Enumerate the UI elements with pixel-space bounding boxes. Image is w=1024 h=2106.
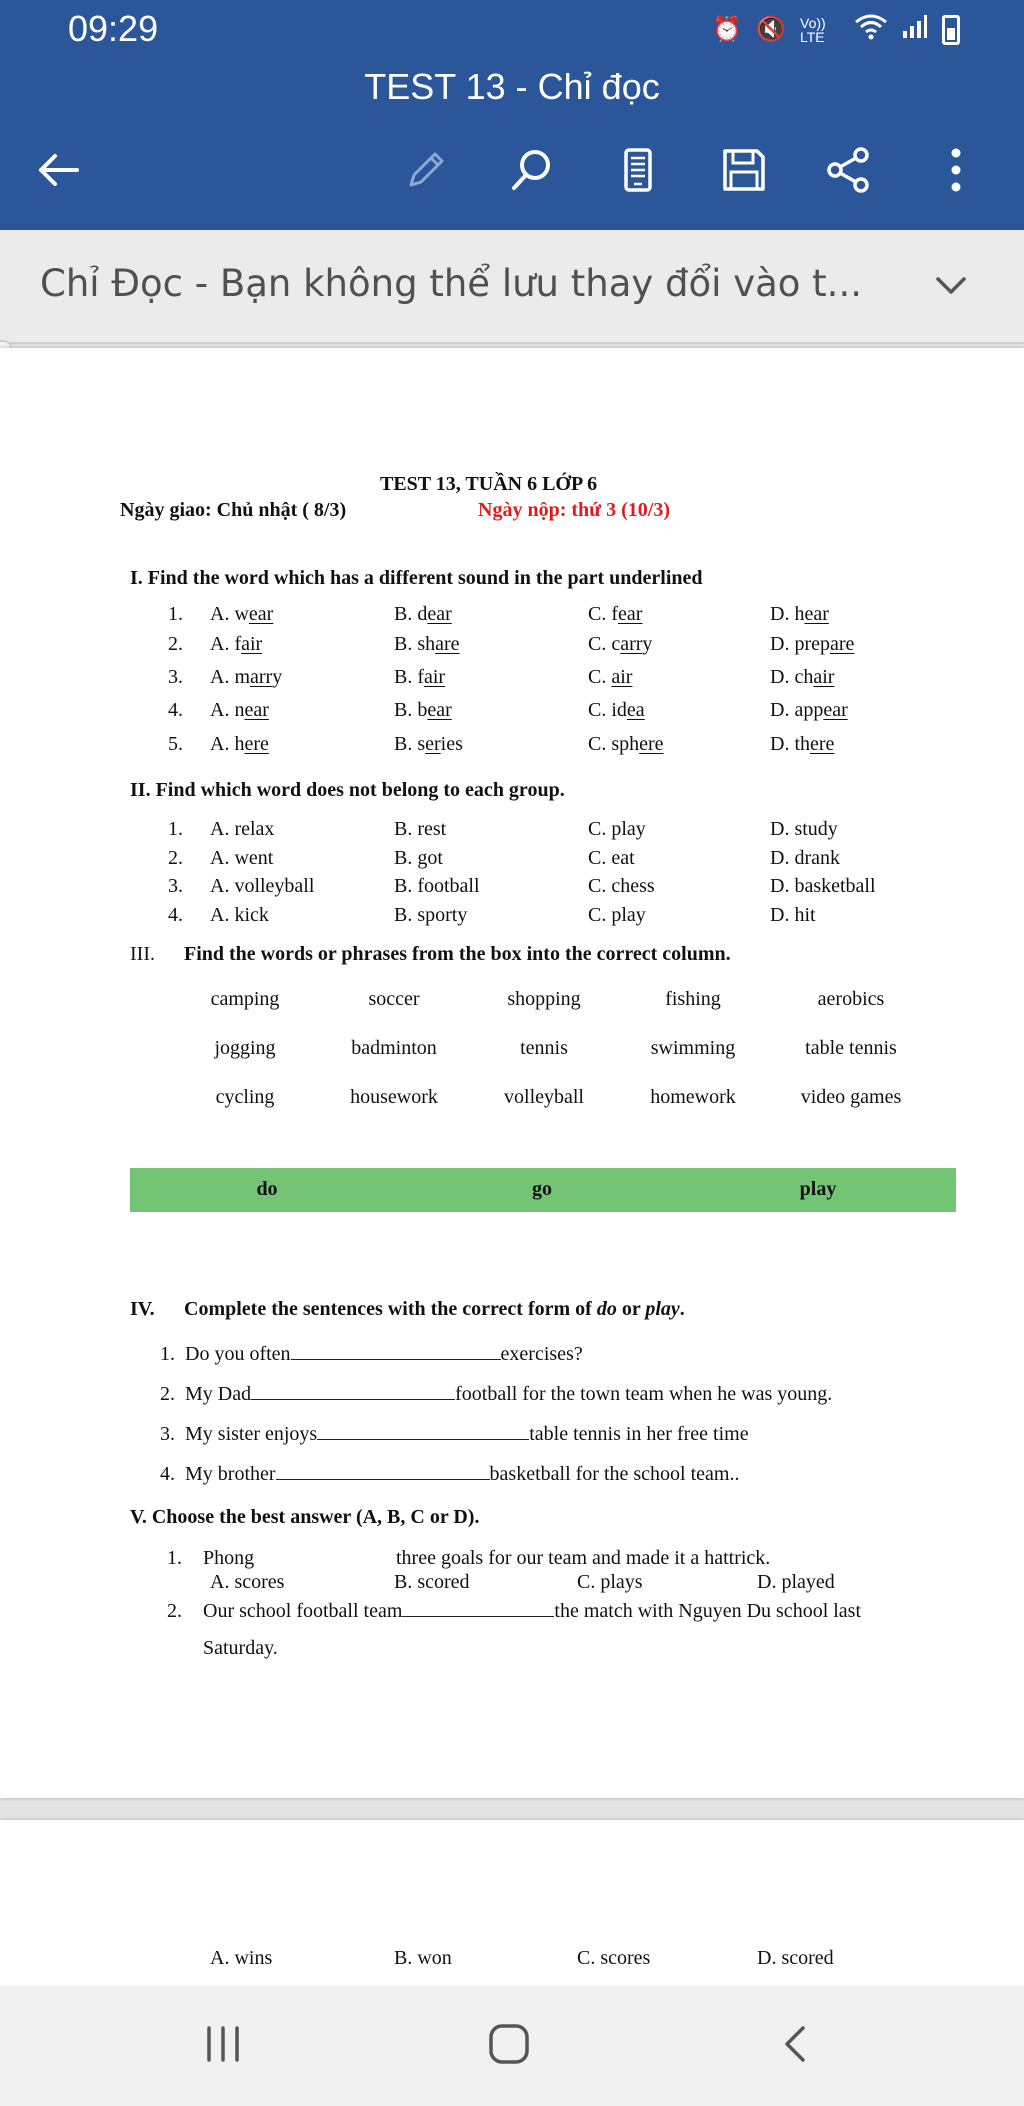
s2-option-a[interactable]: A. kick (210, 904, 269, 926)
s1-option-a[interactable] (210, 667, 282, 687)
s1-item-number: 2. (168, 633, 183, 655)
fill-item (160, 1344, 583, 1364)
option-under: ear (427, 603, 452, 625)
heading-end: . (679, 1298, 685, 1320)
s2-option-a[interactable]: A. went (210, 847, 274, 869)
recent-apps-icon (201, 2022, 245, 2066)
q1-option-d[interactable]: D. played (757, 1571, 835, 1593)
word-item: volleyball (504, 1086, 584, 1108)
s1-item-number: 5. (168, 733, 183, 755)
option-under: air (241, 633, 263, 655)
word-item: video games (800, 1086, 902, 1108)
recent-apps-button[interactable] (188, 2014, 258, 2074)
s1-option-a[interactable] (210, 604, 273, 624)
option-pre: A. n (210, 699, 245, 721)
fill-item (160, 1384, 832, 1404)
section-5-heading: V. Choose the best answer (A, B, C or D). (130, 1506, 480, 1528)
s1-option-c[interactable] (588, 667, 632, 687)
section-4-heading (184, 1299, 685, 1319)
q1-number: 1. (167, 1547, 182, 1569)
option-under: ere (810, 733, 835, 755)
word-item: table tennis (805, 1037, 897, 1059)
item-number: 4. (160, 1463, 175, 1485)
search-button[interactable] (502, 140, 562, 200)
word-row (180, 1037, 940, 1067)
option-post: ies (440, 733, 463, 755)
section-1-heading: I. Find the word which has a different sound in the part underlined (130, 567, 703, 589)
heading-text: Complete the sentences with the correct form of (184, 1298, 597, 1320)
option-pre: B. d (394, 603, 428, 625)
signal-icon (902, 13, 928, 46)
s2-item-number: 3. (168, 875, 183, 897)
test-title: TEST 13, TUẦN 6 LỚP 6 (380, 473, 598, 495)
answer-blank[interactable] (402, 1601, 554, 1617)
option-pre: A. w (210, 603, 249, 625)
q2-continuation: Saturday. (203, 1637, 278, 1659)
option-under: arr (620, 633, 643, 655)
network-label: Vo)) LTE (800, 14, 826, 45)
option-post: y (272, 666, 283, 688)
word-item: aerobics (817, 988, 885, 1010)
s1-option-c[interactable] (588, 734, 664, 754)
option-under: air (813, 666, 835, 688)
word-row (180, 1086, 940, 1116)
s2-option-b[interactable]: B. sporty (394, 904, 468, 926)
system-nav-bar (0, 1986, 1024, 2106)
option-pre: B. f (394, 666, 424, 688)
chevron-down-icon[interactable] (926, 260, 976, 310)
s1-option-a[interactable] (210, 734, 269, 754)
item-post: exercises? (500, 1343, 583, 1365)
mute-icon: 🔇 (756, 16, 786, 43)
fill-item (160, 1464, 739, 1484)
s2-item-number: 2. (168, 847, 183, 869)
heading-play: play (645, 1298, 680, 1320)
option-under: ear (823, 699, 848, 721)
q2-option-c[interactable]: C. scores (577, 1947, 651, 1969)
q2-option-b[interactable]: B. won (394, 1947, 452, 1969)
s1-item-number: 4. (168, 699, 183, 721)
item-post: basketball for the school team.. (489, 1463, 740, 1485)
option-pre: D. ch (770, 666, 814, 688)
item-number: 2. (160, 1383, 175, 1405)
heading-or: or (616, 1298, 646, 1320)
option-pre: D. th (770, 733, 810, 755)
system-back-button[interactable] (762, 2014, 832, 2074)
s1-option-c[interactable] (588, 634, 652, 654)
s2-option-c[interactable]: C. play (588, 818, 646, 840)
option-under: are (435, 633, 460, 655)
column-go: go (532, 1178, 552, 1200)
option-under: ear (244, 699, 269, 721)
due-date: Ngày nộp: thứ 3 (10/3) (478, 499, 671, 521)
option-pre: B. b (394, 699, 428, 721)
read-only-banner[interactable] (0, 230, 1024, 344)
heading-do: do (596, 1298, 617, 1320)
s1-option-d[interactable] (770, 700, 848, 720)
item-number: 3. (160, 1423, 175, 1445)
assign-date: Ngày giao: Chủ nhật ( 8/3) (120, 499, 347, 521)
q2-pre: Our school football team (203, 1600, 403, 1622)
q1-option-a[interactable]: A. scores (210, 1571, 285, 1593)
q2-option-d[interactable]: D. scored (757, 1947, 834, 1969)
wifi-icon (854, 12, 888, 47)
read-only-message: Chỉ Đọc - Bạn không thể lưu thay đổi vào t... (40, 262, 862, 305)
home-button[interactable] (474, 2014, 544, 2074)
s2-option-a[interactable]: A. relax (210, 818, 275, 840)
option-under: arr (250, 666, 273, 688)
option-post: y (642, 633, 653, 655)
option-under: ear (427, 699, 452, 721)
more-vertical-icon (931, 145, 981, 195)
q1-option-c[interactable]: C. plays (577, 1571, 643, 1593)
s1-item-number: 1. (168, 603, 183, 625)
word-item: camping (210, 988, 280, 1010)
word-row (180, 988, 940, 1018)
document-page-1 (0, 348, 1024, 1798)
q1-post: three goals for our team and made it a hattrick. (396, 1547, 771, 1569)
option-pre: A. h (210, 733, 245, 755)
option-pre: D. prep (770, 633, 830, 655)
s2-option-d[interactable]: D. study (770, 818, 838, 840)
word-item: cycling (215, 1086, 275, 1108)
option-pre: C. f (588, 603, 618, 625)
s2-option-b[interactable]: B. rest (394, 818, 447, 840)
item-number: 1. (160, 1343, 175, 1365)
answer-blank[interactable] (291, 1344, 501, 1360)
chevron-left-icon (775, 2022, 819, 2066)
answer-blank[interactable] (276, 1464, 490, 1480)
q1-option-b[interactable]: B. scored (394, 1571, 470, 1593)
s1-option-a[interactable] (210, 634, 262, 654)
q2-number: 2. (167, 1600, 182, 1622)
option-under: ere (244, 733, 269, 755)
fill-item (160, 1424, 749, 1444)
s1-option-b[interactable] (394, 604, 452, 624)
s2-option-d[interactable]: D. drank (770, 847, 840, 869)
option-under: air (424, 666, 446, 688)
s1-option-d[interactable] (770, 634, 854, 654)
s2-item-number: 1. (168, 818, 183, 840)
app-top-bar (0, 0, 1024, 230)
item-post: football for the town team when he was young. (455, 1383, 833, 1405)
option-under: ear (248, 603, 274, 625)
option-pre: B. s (394, 733, 426, 755)
item-pre: My brother (185, 1463, 276, 1485)
option-under: ear (804, 603, 829, 625)
column-play: play (799, 1178, 837, 1200)
s1-option-a[interactable] (210, 700, 269, 720)
section-4-number: IV. (130, 1298, 155, 1320)
s1-item-number: 3. (168, 666, 183, 688)
s2-option-b[interactable]: B. got (394, 847, 443, 869)
option-pre: A. f (210, 633, 242, 655)
option-under: er (425, 733, 441, 755)
option-pre: A. m (210, 666, 250, 688)
word-item: jogging (214, 1037, 276, 1059)
back-arrow-icon (33, 145, 83, 195)
s2-option-a[interactable]: A. volleyball (210, 875, 315, 897)
save-icon (719, 145, 769, 195)
s2-option-c[interactable]: C. chess (588, 875, 655, 897)
option-pre: C. id (588, 699, 627, 721)
item-pre: My Dad (185, 1383, 252, 1405)
q2-option-a[interactable]: A. wins (210, 1947, 273, 1969)
battery-icon (942, 15, 960, 45)
s1-option-b[interactable] (394, 734, 463, 754)
item-pre: My sister enjoys (185, 1423, 318, 1445)
back-button[interactable] (28, 140, 88, 200)
s2-option-c[interactable]: C. eat (588, 847, 635, 869)
option-under: are (829, 633, 855, 655)
word-item: fishing (665, 988, 721, 1010)
save-button[interactable] (714, 140, 774, 200)
s1-option-c[interactable] (588, 604, 642, 624)
document-page-2 (0, 1820, 1024, 2000)
word-item: tennis (520, 1037, 568, 1059)
word-item: soccer (368, 988, 420, 1010)
q2-line (203, 1601, 861, 1621)
s2-item-number: 4. (168, 904, 183, 926)
option-under: ea (626, 699, 645, 721)
s1-option-d[interactable] (770, 604, 829, 624)
option-pre: C. c (588, 633, 621, 655)
item-pre: Do you often (185, 1343, 291, 1365)
s1-option-b[interactable] (394, 667, 445, 687)
s1-option-b[interactable] (394, 700, 452, 720)
section-3-heading: Find the words or phrases from the box into the correct column. (184, 943, 731, 965)
s1-option-d[interactable] (770, 734, 834, 754)
q2-post: the match with Nguyen Du school last (554, 1600, 862, 1622)
edit-button[interactable] (396, 140, 456, 200)
column-do: do (256, 1178, 278, 1200)
s2-option-d[interactable]: D. hit (770, 904, 816, 926)
answer-blank[interactable] (251, 1384, 455, 1400)
s2-option-c[interactable]: C. play (588, 904, 646, 926)
option-under: air (611, 666, 633, 688)
mobile-view-button[interactable] (608, 140, 668, 200)
option-pre: C. (588, 666, 612, 688)
option-pre: D. h (770, 603, 805, 625)
share-button[interactable] (818, 140, 878, 200)
s2-option-b[interactable]: B. football (394, 875, 480, 897)
s1-option-d[interactable] (770, 667, 834, 687)
word-item: homework (650, 1086, 736, 1108)
option-pre: C. sph (588, 733, 640, 755)
option-under: ear (618, 603, 643, 625)
word-item: badminton (351, 1037, 437, 1059)
s2-option-d[interactable]: D. basketball (770, 875, 876, 897)
pencil-icon (401, 145, 451, 195)
status-icons (712, 12, 960, 47)
option-under: ere (639, 733, 664, 755)
alarm-icon: ⏰ (712, 16, 743, 43)
status-time: 09:29 (68, 8, 159, 49)
home-icon (485, 2020, 533, 2068)
s1-option-c[interactable] (588, 700, 645, 720)
mobile-view-icon (613, 145, 663, 195)
option-pre: B. sh (394, 633, 436, 655)
section-2-heading: II. Find which word does not belong to each group. (130, 779, 565, 801)
item-post: table tennis in her free time (529, 1423, 749, 1445)
word-item: housework (350, 1086, 438, 1108)
share-icon (823, 145, 873, 195)
more-options-button[interactable] (926, 140, 986, 200)
column-header-bar (130, 1168, 956, 1212)
q1-pre: Phong (203, 1547, 255, 1569)
word-item: swimming (650, 1037, 736, 1059)
answer-blank[interactable] (317, 1424, 529, 1440)
word-item: shopping (507, 988, 581, 1010)
s1-option-b[interactable] (394, 634, 460, 654)
document-title: TEST 13 - Chỉ đọc (364, 66, 660, 107)
option-pre: D. app (770, 699, 824, 721)
section-3-number: III. (130, 943, 155, 965)
search-icon (507, 145, 557, 195)
